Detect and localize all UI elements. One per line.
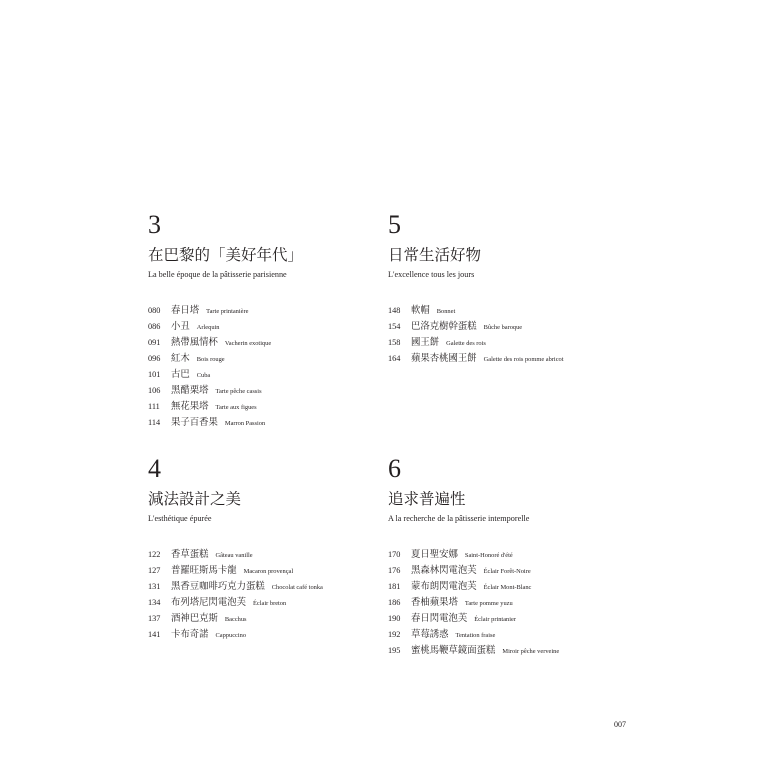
toc-entry bbox=[148, 302, 388, 318]
entry-page-number: 086 bbox=[148, 322, 161, 331]
entry-chinese-title: 果子百香果 bbox=[171, 417, 218, 428]
entry-page-number: 106 bbox=[148, 386, 161, 395]
entry-french-title: Vacherin exotique bbox=[224, 340, 272, 347]
entry-french-title: Tarte pomme yuzu bbox=[464, 600, 513, 607]
entry-french-title: Cuba bbox=[196, 372, 211, 379]
toc-entry bbox=[388, 594, 628, 610]
entry-french-title: Macaron provençal bbox=[243, 568, 294, 575]
entry-chinese-title: 小丑 bbox=[171, 321, 190, 332]
entry-chinese-title: 草莓誘惑 bbox=[411, 629, 449, 640]
toc-entry bbox=[148, 578, 388, 594]
toc-entry bbox=[388, 626, 628, 642]
section-title: 追求普遍性 bbox=[388, 490, 466, 508]
toc-entry bbox=[148, 350, 388, 366]
entry-chinese-title: 黑森林閃電泡芙 bbox=[411, 565, 477, 576]
entry-chinese-title: 香草蛋糕 bbox=[171, 549, 209, 560]
entry-page-number: 134 bbox=[148, 598, 161, 607]
entry-french-title: Bois rouge bbox=[196, 356, 225, 363]
entry-page-number: 096 bbox=[148, 354, 161, 363]
entry-chinese-title: 蘋果杏桃國王餅 bbox=[411, 353, 477, 364]
entry-french-title: Bûche baroque bbox=[483, 324, 523, 331]
entry-page-number: 141 bbox=[148, 630, 161, 639]
entry-french-title: Galette des rois bbox=[446, 340, 486, 347]
entry-chinese-title: 國王餅 bbox=[411, 337, 440, 348]
entry-french-title: Tentation fraise bbox=[455, 632, 496, 639]
entry-french-title: Tarte pêche cassis bbox=[215, 388, 262, 395]
entry-french-title: Chocolat café tonka bbox=[271, 584, 323, 591]
entry-page-number: 181 bbox=[388, 582, 401, 591]
entry-page-number: 111 bbox=[148, 402, 160, 411]
section-number: 4 bbox=[148, 454, 161, 483]
entry-french-title: Éclair Mont-Blanc bbox=[483, 584, 532, 591]
section-title: 日常生活好物 bbox=[388, 246, 482, 264]
section-3 bbox=[148, 212, 388, 430]
entry-list bbox=[388, 302, 628, 366]
toc-entry bbox=[148, 318, 388, 334]
section-subtitle: L'excellence tous les jours bbox=[388, 270, 475, 279]
section-subtitle: L'esthétique épurée bbox=[148, 514, 212, 523]
entry-page-number: 164 bbox=[388, 354, 401, 363]
toc-entry bbox=[148, 414, 388, 430]
toc-entry bbox=[388, 546, 628, 562]
entry-french-title: Tarte printanière bbox=[206, 308, 249, 315]
toc-entry bbox=[148, 594, 388, 610]
toc-entry bbox=[388, 578, 628, 594]
entry-french-title: Éclair printanier bbox=[474, 616, 516, 623]
entry-chinese-title: 卡布奇諾 bbox=[171, 629, 209, 640]
section-subtitle: La belle époque de la pâtisserie parisienne bbox=[148, 270, 287, 279]
entry-french-title: Gâteau vanille bbox=[215, 552, 253, 559]
toc-entry bbox=[388, 350, 628, 366]
entry-chinese-title: 布列塔尼閃電泡芙 bbox=[171, 597, 247, 608]
entry-chinese-title: 香柚蘋果塔 bbox=[411, 597, 458, 608]
entry-french-title: Arlequin bbox=[196, 324, 220, 331]
entry-chinese-title: 春日閃電泡芙 bbox=[411, 613, 468, 624]
toc-entry bbox=[388, 302, 628, 318]
toc-entry bbox=[148, 334, 388, 350]
toc-entry bbox=[388, 318, 628, 334]
toc-entry bbox=[148, 398, 388, 414]
entry-french-title: Cappuccino bbox=[215, 632, 247, 639]
toc-entry bbox=[148, 562, 388, 578]
entry-page-number: 170 bbox=[388, 550, 401, 559]
entry-chinese-title: 蜜桃馬鞭草鏡面蛋糕 bbox=[411, 645, 496, 656]
entry-chinese-title: 紅木 bbox=[171, 353, 190, 364]
toc-entry bbox=[148, 610, 388, 626]
entry-chinese-title: 蒙布朗閃電泡芙 bbox=[411, 581, 477, 592]
entry-page-number: 127 bbox=[148, 566, 161, 575]
entry-chinese-title: 黑醋栗塔 bbox=[171, 385, 209, 396]
section-title: 減法設計之美 bbox=[148, 490, 242, 508]
entry-page-number: 122 bbox=[148, 550, 161, 559]
entry-chinese-title: 無花果塔 bbox=[171, 401, 209, 412]
entry-page-number: 148 bbox=[388, 306, 401, 315]
entry-page-number: 131 bbox=[148, 582, 161, 591]
toc-entry bbox=[388, 642, 628, 658]
entry-page-number: 114 bbox=[148, 418, 161, 427]
entry-chinese-title: 春日塔 bbox=[171, 305, 200, 316]
entry-list bbox=[388, 546, 628, 658]
entry-page-number: 176 bbox=[388, 566, 401, 575]
section-number: 6 bbox=[388, 454, 401, 483]
entry-chinese-title: 酒神巴克斯 bbox=[171, 613, 218, 624]
entry-french-title: Bonnet bbox=[436, 308, 456, 315]
section-4 bbox=[148, 456, 388, 642]
entry-page-number: 158 bbox=[388, 338, 401, 347]
entry-french-title: Galette des rois pomme abricot bbox=[483, 356, 564, 363]
entry-french-title: Éclair breton bbox=[253, 600, 287, 607]
entry-chinese-title: 熱帶風情杯 bbox=[171, 337, 218, 348]
toc-entry bbox=[148, 366, 388, 382]
entry-chinese-title: 軟帽 bbox=[411, 305, 430, 316]
entry-list bbox=[148, 302, 388, 430]
entry-french-title: Miroir pêche verveine bbox=[502, 648, 560, 655]
toc-entry bbox=[388, 610, 628, 626]
entry-chinese-title: 普羅旺斯馬卡龍 bbox=[171, 565, 237, 576]
entry-list bbox=[148, 546, 388, 642]
entry-chinese-title: 夏日聖安娜 bbox=[411, 549, 458, 560]
entry-page-number: 154 bbox=[388, 322, 401, 331]
section-title: 在巴黎的「美好年代」 bbox=[148, 246, 304, 264]
toc-entry bbox=[388, 562, 628, 578]
entry-page-number: 195 bbox=[388, 646, 401, 655]
entry-page-number: 137 bbox=[148, 614, 161, 623]
entry-french-title: Éclair Forêt-Noire bbox=[483, 568, 531, 575]
entry-chinese-title: 黑香豆咖啡巧克力蛋糕 bbox=[171, 581, 265, 592]
toc-entry bbox=[388, 334, 628, 350]
section-number: 3 bbox=[148, 210, 161, 239]
entry-french-title: Bacchus bbox=[224, 616, 247, 623]
entry-french-title: Saint-Honoré d'été bbox=[464, 552, 513, 559]
section-5 bbox=[388, 212, 628, 366]
entry-page-number: 190 bbox=[388, 614, 401, 623]
toc-entry bbox=[148, 546, 388, 562]
toc-entry bbox=[148, 626, 388, 642]
entry-page-number: 186 bbox=[388, 598, 401, 607]
entry-french-title: Tarte aux figues bbox=[215, 404, 257, 411]
page-number: 007 bbox=[614, 720, 626, 729]
entry-page-number: 101 bbox=[148, 370, 161, 379]
entry-chinese-title: 巴洛克樹幹蛋糕 bbox=[411, 321, 477, 332]
entry-page-number: 080 bbox=[148, 306, 161, 315]
entry-page-number: 091 bbox=[148, 338, 161, 347]
section-6 bbox=[388, 456, 628, 658]
entry-chinese-title: 古巴 bbox=[171, 369, 190, 380]
section-subtitle: A la recherche de la pâtisserie intemporelle bbox=[388, 514, 530, 523]
entry-page-number: 192 bbox=[388, 630, 401, 639]
entry-french-title: Marron Passion bbox=[224, 420, 266, 427]
section-number: 5 bbox=[388, 210, 401, 239]
toc-entry bbox=[148, 382, 388, 398]
